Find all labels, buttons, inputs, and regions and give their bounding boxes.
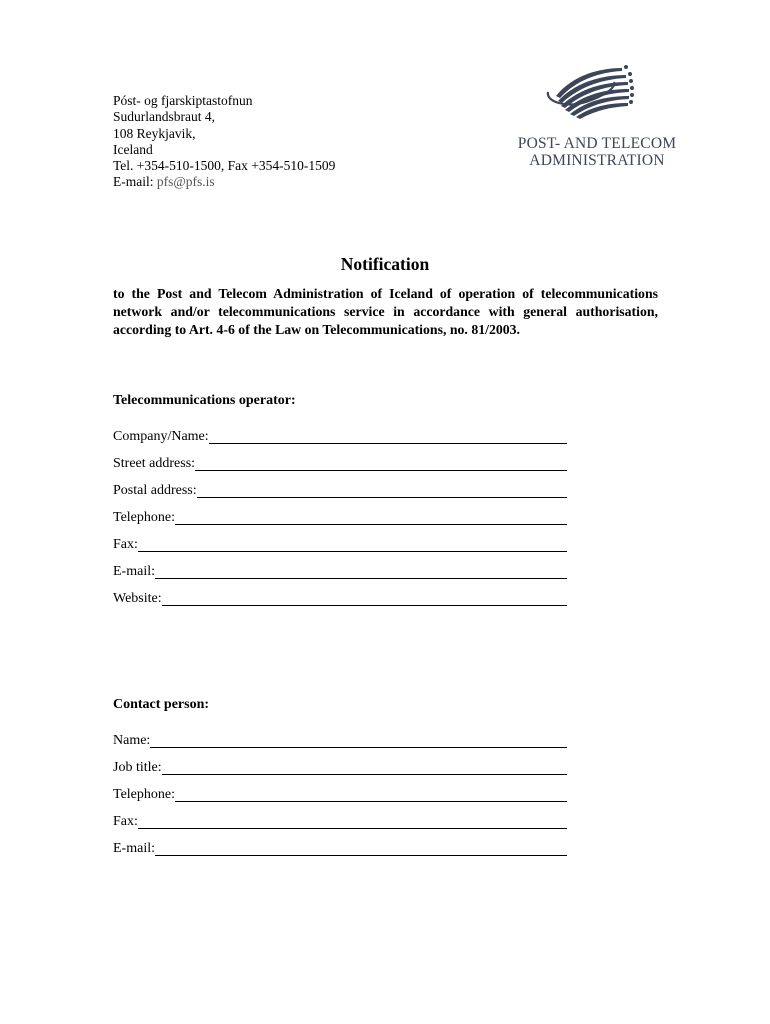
fill-in-line[interactable] — [209, 429, 567, 444]
sender-phone-fax: Tel. +354-510-1500, Fax +354-510-1509 — [113, 158, 336, 174]
field-label: Street address: — [113, 456, 196, 471]
field-label: Telephone: — [113, 510, 175, 525]
operator-company-name-field[interactable] — [113, 428, 567, 446]
contact-fax-field[interactable] — [113, 813, 567, 831]
operator-street-address-field[interactable] — [113, 455, 567, 473]
operator-fax-field[interactable] — [113, 536, 567, 554]
sender-email-link[interactable]: pfs@pfs.is — [156, 174, 215, 190]
fill-in-line[interactable] — [138, 814, 567, 829]
contact-job-title-field[interactable] — [113, 759, 567, 777]
fill-in-line[interactable] — [175, 510, 567, 525]
sender-country: Iceland — [113, 141, 153, 157]
field-label: Website: — [113, 591, 162, 606]
field-label: E-mail: — [113, 564, 155, 579]
document-intro: to the Post and Telecom Administration of Iceland of operation of telecommunications network and/or telecommunications service in accordance with general authorisation, according to Art. 4-6 of the Law on Telecommunications, no. 81/2003. — [113, 286, 658, 337]
operator-email-field[interactable] — [113, 563, 567, 581]
operator-telephone-field[interactable] — [113, 509, 567, 527]
pta-logo — [512, 62, 682, 174]
sender-name: Póst- og fjarskiptastofnun — [113, 93, 253, 108]
sender-street: Sudurlandsbraut 4, — [113, 109, 215, 125]
field-label: Name: — [113, 733, 151, 748]
fill-in-line[interactable] — [150, 733, 567, 748]
fill-in-line[interactable] — [162, 591, 567, 606]
sender-postal: 108 Reykjavik, — [113, 125, 196, 141]
fill-in-line[interactable] — [138, 537, 567, 552]
sender-email-line — [113, 174, 335, 190]
field-label: Postal address: — [113, 483, 197, 498]
pta-logo-text — [512, 135, 682, 169]
sender-address — [113, 93, 335, 191]
pta-logo-line2: ADMINISTRATION — [529, 152, 665, 169]
operator-website-field[interactable] — [113, 590, 567, 608]
pta-logo-line1: POST- AND TELECOM — [517, 135, 677, 152]
document-title: Notification — [340, 254, 430, 274]
field-label: Fax: — [113, 814, 138, 829]
pta-logo-mark-icon — [542, 62, 634, 124]
contact-name-field[interactable] — [113, 732, 567, 750]
sender-email-label: E-mail: — [113, 174, 157, 190]
operator-postal-address-field[interactable] — [113, 482, 567, 500]
field-label: E-mail: — [113, 841, 155, 856]
fill-in-line[interactable] — [155, 841, 567, 856]
field-label: Company/Name: — [113, 429, 209, 444]
fill-in-line[interactable] — [195, 456, 567, 471]
contact-email-field[interactable] — [113, 840, 567, 858]
field-label: Fax: — [113, 537, 138, 552]
field-label: Telephone: — [113, 787, 175, 802]
field-label: Job title: — [113, 760, 162, 775]
operator-section-heading: Telecommunications operator: — [113, 393, 296, 408]
fill-in-line[interactable] — [197, 483, 567, 498]
fill-in-line[interactable] — [155, 564, 567, 579]
contact-telephone-field[interactable] — [113, 786, 567, 804]
fill-in-line[interactable] — [175, 787, 567, 802]
contact-section-heading: Contact person: — [113, 697, 210, 712]
fill-in-line[interactable] — [162, 760, 567, 775]
